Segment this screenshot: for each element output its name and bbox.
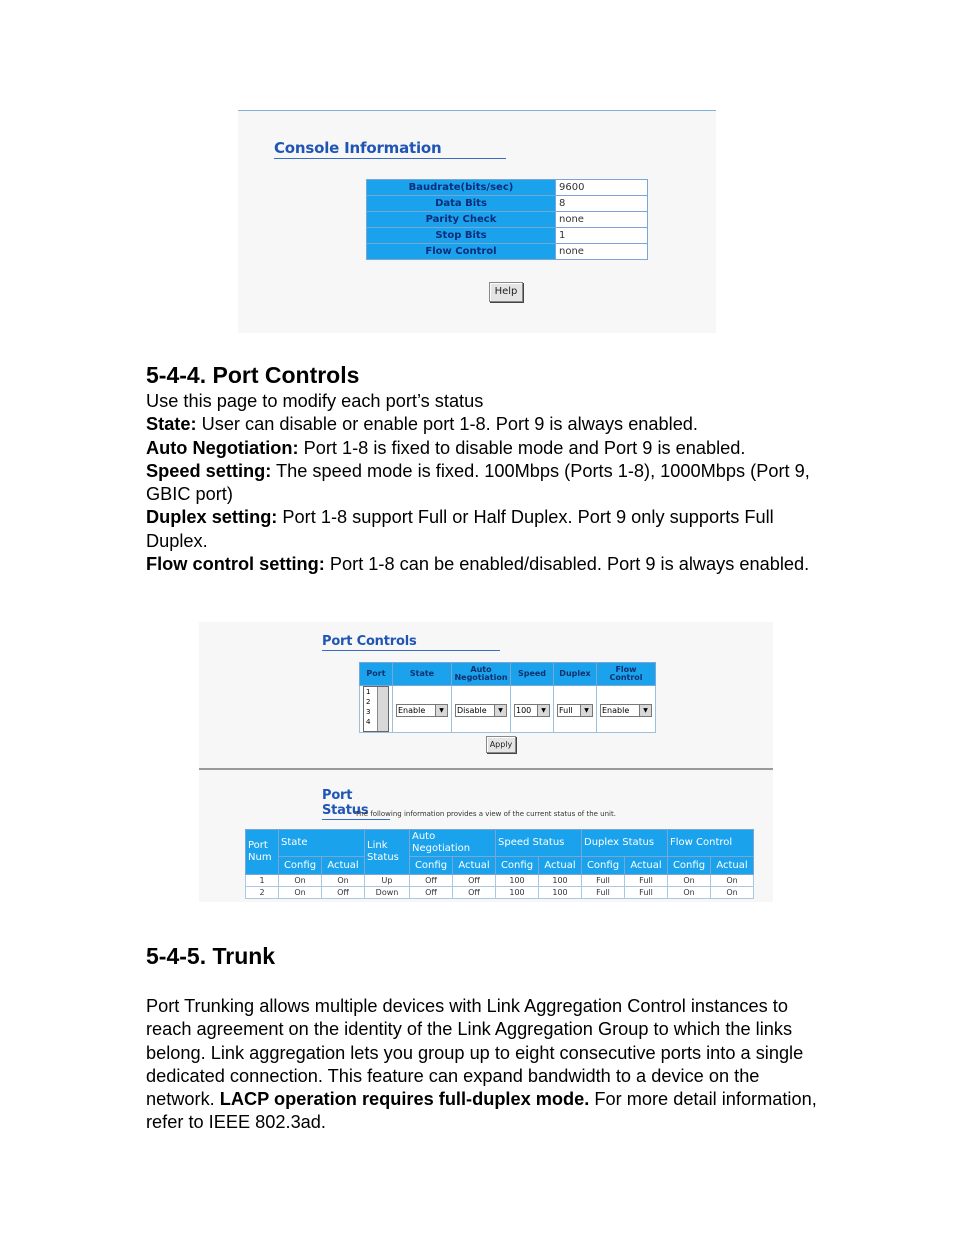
- header-port: Port: [360, 663, 393, 686]
- flow-control-item: Flow control setting: Port 1-8 can be enabled/disabled. Port 9 is always enabled.: [146, 554, 810, 575]
- auto-negotiation-item: Auto Negotiation: Port 1-8 is fixed to disable mode and Port 9 is enabled.: [146, 437, 746, 458]
- chevron-down-icon: ▼: [639, 705, 651, 716]
- header-flow-control: Flow Control: [668, 830, 754, 857]
- duplex-setting-item: Duplex setting: Port 1-8 support Full or Half Duplex. Port 9 only supports Full Duplex.: [146, 507, 774, 551]
- state-item: State: User can disable or enable port 1-8. Port 9 is always enabled.: [146, 414, 698, 435]
- header-duplex: Duplex: [554, 663, 597, 686]
- header-duplex-status: Duplex Status: [582, 830, 668, 857]
- header-port-num: Port Num: [246, 830, 279, 875]
- header-state: State: [279, 830, 365, 857]
- console-information-screenshot: [238, 110, 716, 333]
- table-row: 1 On On Up Off Off 100 100 Full Full On On: [246, 875, 754, 887]
- table-row: Flow Control none: [367, 244, 648, 260]
- port-controls-description: [146, 390, 826, 576]
- console-info-title: Console Information: [274, 139, 506, 159]
- help-button[interactable]: Help: [489, 282, 523, 302]
- console-info-table: [366, 179, 648, 260]
- port-controls-table: [359, 662, 656, 733]
- header-auto-negotiation: Auto Negotiation: [410, 830, 496, 857]
- chevron-down-icon: ▼: [494, 705, 506, 716]
- port-status-table: Port Num State Link Status Auto Negotiation Speed Status Duplex Status Flow Control Config Actual Config Actual Config Actual Config Actual Config Actual 1 On On Up Off Off 100 100 Full Full On On 2 On Off Down Off Off 100 100 Full Full On On: [245, 829, 754, 899]
- port-controls-heading: 5-4-4. Port Controls: [146, 362, 360, 388]
- header-state: State: [393, 663, 452, 686]
- duplex-select[interactable]: Full ▼: [557, 704, 593, 717]
- chevron-down-icon: ▼: [580, 705, 592, 716]
- header-flow-control: Flow Control: [597, 663, 656, 686]
- table-row: 2 On Off Down Off Off 100 100 Full Full On On: [246, 887, 754, 899]
- trunk-heading: 5-4-5. Trunk: [146, 943, 276, 969]
- speed-select[interactable]: 100 ▼: [514, 704, 550, 717]
- scrollbar[interactable]: [377, 687, 388, 731]
- port-listbox[interactable]: 1 2 3 4: [363, 686, 389, 732]
- speed-setting-item: Speed setting: The speed mode is fixed. 100Mbps (Ports 1-8), 1000Mbps (Port 9, GBIC port): [146, 460, 810, 505]
- state-select[interactable]: Enable ▼: [396, 704, 448, 717]
- table-row: Data Bits 8: [367, 196, 648, 212]
- intro-text: Use this page to modify each port’s status: [146, 391, 484, 411]
- auto-negotiation-select[interactable]: Disable ▼: [455, 704, 507, 717]
- chevron-down-icon: ▼: [435, 705, 447, 716]
- port-controls-screenshot: [199, 622, 773, 902]
- flow-control-select[interactable]: Enable ▼: [600, 704, 652, 717]
- port-status-title: Port Status: [322, 788, 390, 820]
- table-row: Baudrate(bits/sec) 9600: [367, 180, 648, 196]
- chevron-down-icon: ▼: [537, 705, 549, 716]
- port-controls-title: Port Controls: [322, 634, 500, 651]
- table-row: Stop Bits 1: [367, 228, 648, 244]
- header-speed: Speed: [511, 663, 554, 686]
- divider: [199, 768, 773, 770]
- table-row: Parity Check none: [367, 212, 648, 228]
- apply-button[interactable]: Apply: [486, 736, 516, 753]
- header-auto-negotiation: Auto Negotiation: [452, 663, 511, 686]
- header-speed-status: Speed Status: [496, 830, 582, 857]
- port-status-description: The following information provides a view of the current status of the unit.: [355, 810, 616, 818]
- trunk-paragraph: Port Trunking allows multiple devices with Link Aggregation Control instances to reach agreement on the identity of the Link Aggregation Group to which the links belong. Link aggregation lets you group up to eight consecutive ports into a single dedicated connection. This feature can expand bandwidth to a device on the network. LACP operation requires full-duplex mode. For more detail information, refer to IEEE 802.3ad.: [146, 996, 817, 1133]
- header-link-status: Link Status: [365, 830, 410, 875]
